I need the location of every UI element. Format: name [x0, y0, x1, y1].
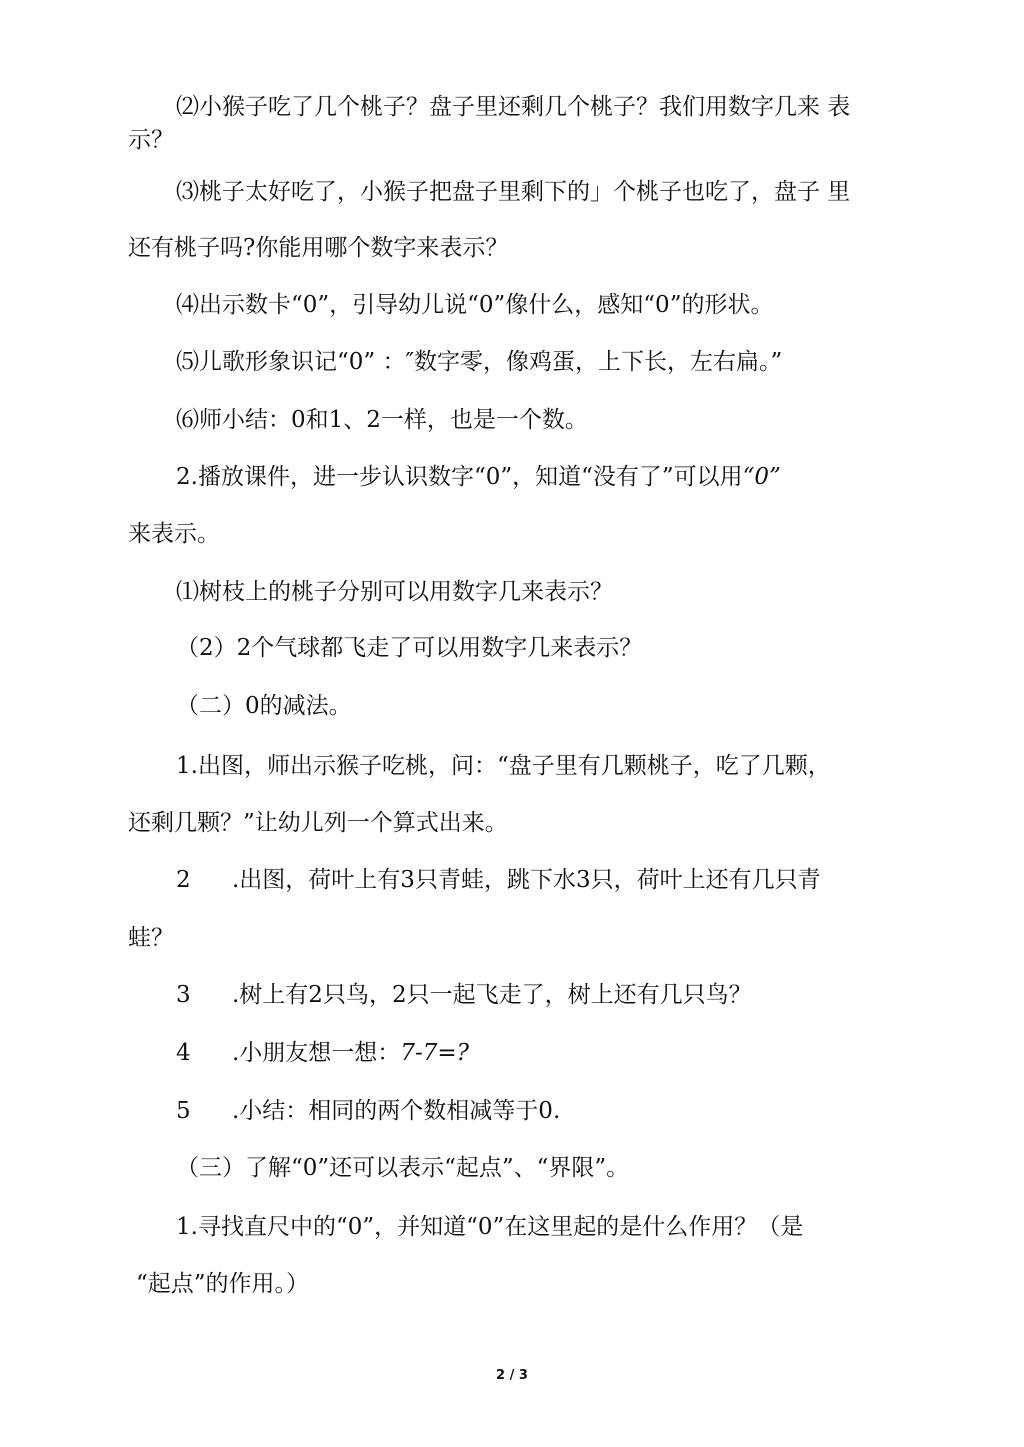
list-number: 5	[176, 1098, 191, 1124]
list-number: 2	[176, 867, 191, 893]
text-line: 还有桃子吗?你能用哪个数字来表示？	[128, 235, 509, 261]
text-line: 1.寻找直尺中的“0”，并知道“0”在这里起的是什么作用？（是	[176, 1214, 804, 1240]
equation: 7-7=?	[400, 1040, 469, 1066]
section-heading: （二）0的减法。	[176, 693, 352, 719]
text-line: ⑵小猴子吃了几个桃子？盘子里还剩几个桃子？我们用数字几来 表	[176, 94, 851, 120]
text-line: 还剩几颗？”让幼儿列一个算式出来。	[128, 810, 508, 836]
text-segment: .小结：相同的两个数相减等于0.	[232, 1098, 561, 1124]
text-line: 来表示。	[128, 521, 220, 547]
text-segment: .树上有2只鸟，2只一起飞走了，树上还有几只鸟？	[232, 982, 752, 1008]
text-line	[176, 1037, 469, 1069]
text-line: ⑶桃子太好吃了，小猴子把盘子里剩下的」个桃子也吃了，盘子 里	[176, 179, 851, 205]
text-line: 1.出图，师出示猴子吃桃，问：“盘子里有几颗桃子，吃了几颗，	[176, 753, 831, 779]
text-line: ⑴树枝上的桃子分别可以用数字几来表示？	[176, 579, 613, 605]
text-line: “起点”的作用。）	[136, 1271, 310, 1297]
text-segment: .出图，荷叶上有3只青蛙，跳下水3只，荷叶上还有几只青	[232, 867, 821, 893]
text-line: 蛙？	[128, 925, 174, 951]
page-number: 2 / 3	[496, 1368, 528, 1383]
text-segment: .小朋友想一想：	[232, 1040, 401, 1066]
text-line: ⑹师小结：0和1、2一样，也是一个数。	[176, 407, 588, 433]
text-line	[176, 864, 821, 896]
text-segment-italic: “0”	[742, 464, 781, 490]
list-number: 3	[176, 982, 191, 1008]
text-line: ⑸儿歌形象识记“0” ：″数字零，像鸡蛋，上下长，左右扁。”	[176, 349, 783, 375]
list-number: 4	[176, 1040, 191, 1066]
section-heading: （三）了解“0”还可以表示“起点”、“界限”。	[176, 1155, 630, 1181]
text-line	[176, 461, 781, 493]
text-line: ⑷出示数卡“0”，引导幼儿说“0”像什么，感知“0”的形状。	[176, 292, 774, 318]
text-line: 示？	[128, 127, 174, 153]
text-segment: 2.播放课件，进一步认识数字“0”，知道“没有了”可以用	[176, 464, 743, 490]
text-line: （2）2个气球都飞走了可以用数字几来表示？	[176, 635, 643, 661]
text-line	[176, 979, 752, 1011]
text-line	[176, 1095, 560, 1127]
